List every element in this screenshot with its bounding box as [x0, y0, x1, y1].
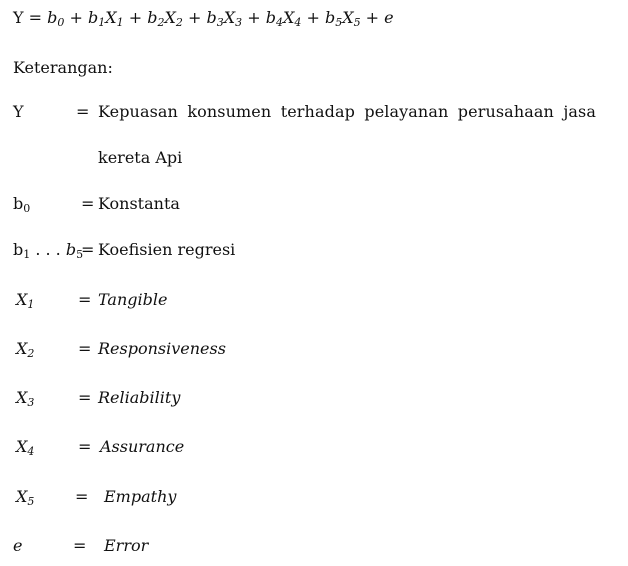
- definition-symbol: $X_4$: [16, 437, 35, 458]
- definition-symbol: $b_1$ . . . $b_5$: [13, 240, 84, 261]
- definition-symbol: $X_1$: [16, 290, 35, 311]
- equation-term-b3x3: $b_3X_3$: [206, 8, 243, 29]
- definition-equals: =: [76, 102, 90, 121]
- definition-text: Assurance: [100, 437, 185, 456]
- definition-symbol: e: [13, 536, 23, 555]
- definition-equals: =: [78, 437, 92, 456]
- regression-equation: [13, 8, 394, 28]
- definition-row-b0: [13, 192, 598, 216]
- definition-text: Koefisien regresi: [98, 240, 236, 259]
- equation-plus: +: [128, 8, 143, 27]
- definition-row-e: [13, 534, 598, 558]
- definition-row-y-continuation: [13, 146, 598, 170]
- definition-equals: =: [81, 194, 95, 213]
- equation-plus: +: [69, 8, 83, 27]
- definition-equals: =: [75, 487, 89, 506]
- definition-text: Kepuasan konsumen terhadap pelayanan perusahaan jasa: [98, 102, 596, 121]
- definition-text: Konstanta: [98, 194, 180, 213]
- definition-symbol: $X_5$: [16, 487, 35, 508]
- definition-symbol: $X_3$: [16, 388, 35, 409]
- definition-row-x4: [13, 435, 598, 459]
- definition-row-y: [13, 100, 598, 124]
- equation-term-b4x4: $b_4X_4$: [265, 8, 302, 29]
- definition-row-x3: [13, 386, 598, 410]
- definition-text-continuation: kereta Api: [98, 148, 183, 167]
- definition-text: Empathy: [104, 487, 177, 506]
- equation-term-b0: $b_0$: [47, 8, 65, 29]
- definition-equals: =: [81, 240, 95, 259]
- definition-symbol: $b_0$: [13, 194, 31, 215]
- equation-plus: +: [247, 8, 261, 27]
- definition-symbol: $X_2$: [16, 339, 35, 360]
- equation-term-b2x2: $b_2X_2$: [147, 8, 183, 29]
- definition-row-x1: [13, 288, 598, 312]
- definition-text: Tangible: [98, 290, 168, 309]
- equation-plus: +: [365, 8, 380, 27]
- definition-symbol: Y: [13, 102, 24, 121]
- definition-text: Error: [104, 536, 149, 555]
- equation-error-term: e: [384, 8, 394, 27]
- legend-heading: Keterangan:: [13, 58, 113, 77]
- definition-row-b1-b5: [13, 238, 598, 262]
- equation-term-b1x1: $b_1X_1$: [88, 8, 124, 29]
- definition-row-x5: [13, 485, 598, 509]
- equation-term-b5x5: $b_5X_5$: [324, 8, 361, 29]
- definition-text: Responsiveness: [98, 339, 226, 358]
- definition-text: Reliability: [98, 388, 181, 407]
- definition-equals: =: [78, 290, 92, 309]
- equation-lhs: Y: [13, 8, 24, 27]
- equation-equals: =: [28, 8, 43, 27]
- definition-row-x2: [13, 337, 598, 361]
- definition-equals: =: [73, 536, 87, 555]
- equation-plus: +: [187, 8, 202, 27]
- definition-equals: =: [78, 388, 92, 407]
- definition-equals: =: [78, 339, 92, 358]
- equation-plus: +: [306, 8, 320, 27]
